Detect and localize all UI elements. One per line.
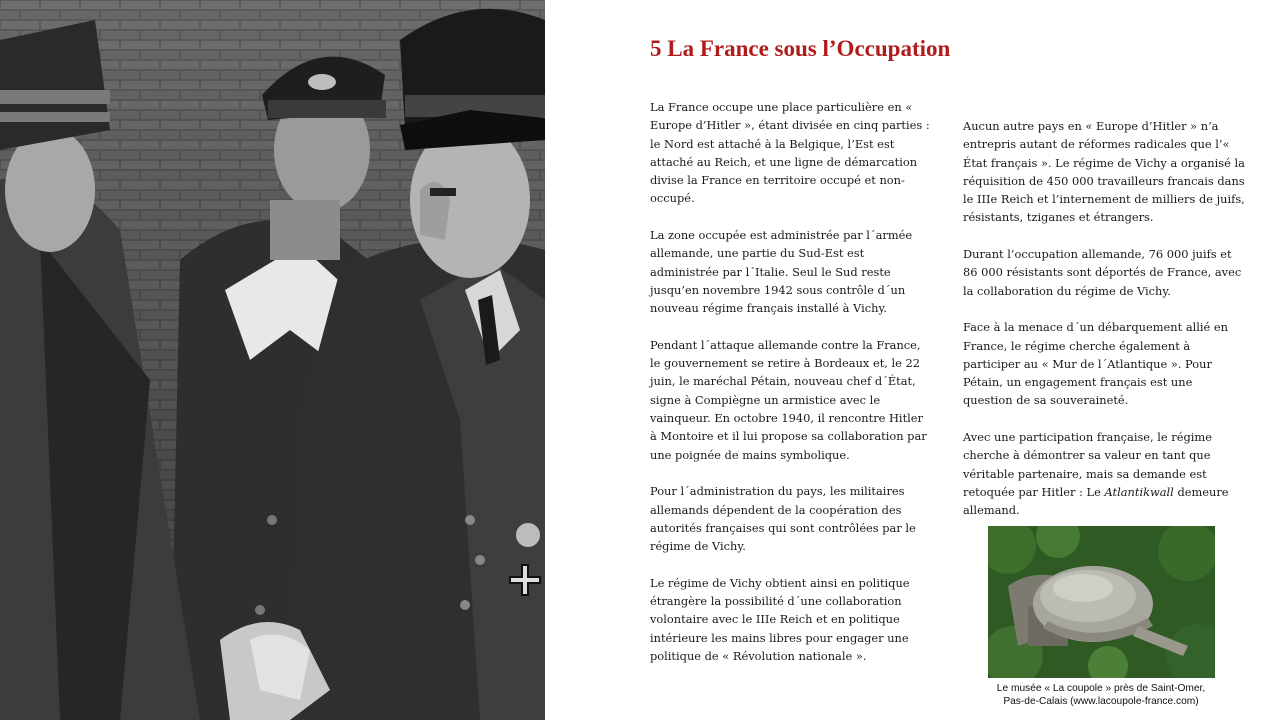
paragraph-vichy-politics: Le régime de Vichy obtient ainsi en politique étrangère la possibilité d´une collaboration volontaire avec le IIIe Reich et en politique intérieure les mains libres pour engager une politique de « Révolution nationale ». [650, 575, 910, 663]
paragraph-atlantikwall [963, 428, 1245, 519]
historical-photo [0, 0, 545, 720]
paragraph-reforms: Aucun autre pays en « Europe d’Hitler » n’a entrepris autant de réformes radicales que l’« État français ». Le régime de Vichy a organisé la réquisition de 450 000 travailleurs francais dans le IIIe Reich et l’internement de milliers de juifs, résistants, tziganes et étrangers. [963, 119, 1245, 225]
paragraph-division: La France occupe une place particulière en « Europe d’Hitler », étant divisée en cinq parties : le Nord est attaché à la Belgique, l’Est est attaché au Reich, et une ligne de démarcation divise la France en territoire occupé et non-occupé. [650, 100, 930, 206]
atlantikwall-term: Atlantikwall [1104, 484, 1174, 499]
caption-line-1: Le musée « La coupole » près de Saint-Omer, [996, 683, 1206, 694]
paragraph-deportations: Durant l’occupation allemande, 76 000 juifs et 86 000 résistants sont déportés de France, avec la collaboration du régime de Vichy. [963, 247, 1242, 298]
museum-photo [988, 526, 1215, 678]
paragraph-armistice: Pendant l´attaque allemande contre la France, le gouvernement se retire à Bordeaux et, le 22 juin, le maréchal Pétain, nouveau chef d´État, signe à Compiègne un armistice avec le vainqueur. En octobre 1940, il rencontre Hitler à Montoire et il lui propose sa collaboration par une poignée de mains symbolique. [650, 337, 927, 462]
atlantikwall-text-after: demeure allemand. [963, 484, 1229, 518]
la-coupole-aerial-illustration [988, 526, 1215, 678]
atlantikwall-text-before: Avec une participation française, le régime cherche à démontrer sa valeur en tant que véritable partenaire, mais sa demande est retoquée par Hitler : Le [963, 430, 1212, 499]
right-text-column [963, 117, 1245, 538]
page-title: 5 La France sous l’Occupation [650, 36, 951, 61]
paragraph-occupied-zone: La zone occupée est administrée par l´armée allemande, une partie du Sud-Est est administrée par l´Italie. Seul le Sud reste jusqu’en novembre 1942 sous contrôle d´un nouveau régime français installé à Vichy. [650, 228, 913, 316]
paragraph-administration: Pour l´administration du pays, les militaires allemands dépendent de la coopération des autorités françaises qui sont contrôlées par le régime de Vichy. [650, 484, 916, 554]
left-text-column [650, 98, 932, 684]
caption-line-2: Pas-de-Calais (www.lacoupole-france.com) [1003, 695, 1199, 707]
museum-caption [960, 683, 1242, 708]
handshake-photo-illustration [0, 0, 545, 720]
paragraph-atlantic-wall: Face à la menace d´un débarquement allié en France, le régime cherche également à participer au « Mur de l´Atlantique ». Pour Pétain, un engagement français est une question de sa souveraineté. [963, 320, 1228, 408]
